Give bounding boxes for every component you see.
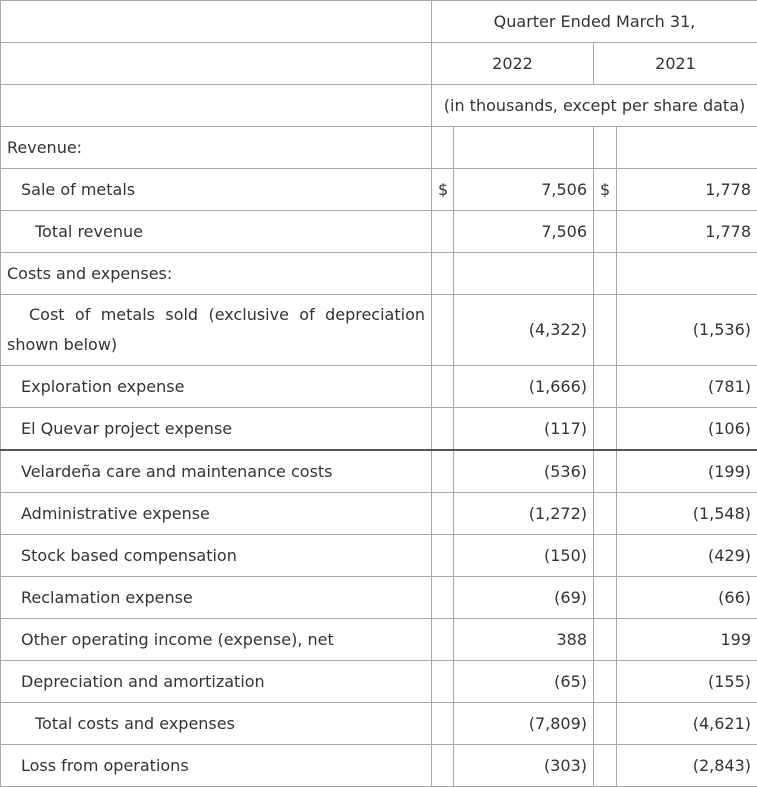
currency-symbol	[432, 535, 454, 577]
row-label: El Quevar project expense	[1, 408, 432, 451]
value-2022: (65)	[454, 661, 594, 703]
row-label: Revenue:	[1, 127, 432, 169]
value-2021: 1,778	[617, 211, 757, 253]
header-blank-cell	[1, 85, 432, 127]
header-blank-cell	[1, 43, 432, 85]
currency-symbol	[594, 127, 617, 169]
currency-symbol	[594, 577, 617, 619]
table-row	[1, 211, 757, 253]
header-period-row	[1, 1, 757, 43]
year-2021-heading: 2021	[594, 43, 757, 85]
value-2022: (1,272)	[454, 493, 594, 535]
table-row	[1, 493, 757, 535]
value-2021: (4,621)	[617, 703, 757, 745]
currency-symbol	[432, 661, 454, 703]
value-2021: (2,843)	[617, 745, 757, 787]
table-row	[1, 619, 757, 661]
value-2021: (429)	[617, 535, 757, 577]
table-row	[1, 127, 757, 169]
value-2022: 388	[454, 619, 594, 661]
value-2021	[617, 127, 757, 169]
table-row	[1, 253, 757, 295]
currency-symbol	[432, 745, 454, 787]
currency-symbol	[432, 295, 454, 366]
table-row	[1, 295, 757, 366]
value-2022: 7,506	[454, 169, 594, 211]
value-2021: (155)	[617, 661, 757, 703]
currency-symbol	[594, 493, 617, 535]
row-label: Cost of metals sold (exclusive of depreciation shown below)	[1, 295, 432, 366]
value-2021: (781)	[617, 366, 757, 408]
currency-symbol	[594, 619, 617, 661]
value-2022: (150)	[454, 535, 594, 577]
currency-symbol	[594, 535, 617, 577]
value-2022: (4,322)	[454, 295, 594, 366]
currency-symbol	[432, 577, 454, 619]
header-units-row	[1, 85, 757, 127]
currency-symbol	[432, 703, 454, 745]
currency-symbol	[432, 366, 454, 408]
currency-symbol	[594, 408, 617, 451]
period-heading: Quarter Ended March 31,	[432, 1, 757, 43]
units-note: (in thousands, except per share data)	[432, 85, 757, 127]
currency-symbol	[432, 408, 454, 451]
header-year-row	[1, 43, 757, 85]
table-row	[1, 408, 757, 451]
row-label: Exploration expense	[1, 366, 432, 408]
currency-symbol: $	[432, 169, 454, 211]
row-label: Stock based compensation	[1, 535, 432, 577]
row-label: Other operating income (expense), net	[1, 619, 432, 661]
row-label: Loss from operations	[1, 745, 432, 787]
value-2021: 199	[617, 619, 757, 661]
row-label: Velardeña care and maintenance costs	[1, 450, 432, 493]
value-2021: (106)	[617, 408, 757, 451]
currency-symbol	[432, 253, 454, 295]
value-2022	[454, 253, 594, 295]
value-2022: 7,506	[454, 211, 594, 253]
currency-symbol	[432, 450, 454, 493]
currency-symbol: $	[594, 169, 617, 211]
currency-symbol	[432, 211, 454, 253]
value-2022: (117)	[454, 408, 594, 451]
value-2021	[617, 253, 757, 295]
currency-symbol	[594, 450, 617, 493]
row-label: Reclamation expense	[1, 577, 432, 619]
currency-symbol	[594, 295, 617, 366]
value-2022	[454, 127, 594, 169]
currency-symbol	[594, 661, 617, 703]
table-row	[1, 169, 757, 211]
value-2021: (66)	[617, 577, 757, 619]
currency-symbol	[594, 745, 617, 787]
table-row	[1, 577, 757, 619]
row-label: Administrative expense	[1, 493, 432, 535]
table-row	[1, 745, 757, 787]
currency-symbol	[594, 703, 617, 745]
row-label: Total revenue	[1, 211, 432, 253]
table-row	[1, 366, 757, 408]
table-row	[1, 535, 757, 577]
row-label: Total costs and expenses	[1, 703, 432, 745]
value-2021: (199)	[617, 450, 757, 493]
currency-symbol	[594, 211, 617, 253]
row-label: Costs and expenses:	[1, 253, 432, 295]
year-2022-heading: 2022	[432, 43, 594, 85]
value-2022: (303)	[454, 745, 594, 787]
currency-symbol	[432, 493, 454, 535]
table-row	[1, 703, 757, 745]
value-2021: (1,548)	[617, 493, 757, 535]
value-2022: (69)	[454, 577, 594, 619]
currency-symbol	[432, 127, 454, 169]
value-2022: (536)	[454, 450, 594, 493]
row-label: Sale of metals	[1, 169, 432, 211]
header-blank-cell	[1, 1, 432, 43]
value-2022: (7,809)	[454, 703, 594, 745]
row-label: Depreciation and amortization	[1, 661, 432, 703]
value-2021: 1,778	[617, 169, 757, 211]
currency-symbol	[594, 253, 617, 295]
value-2022: (1,666)	[454, 366, 594, 408]
table-row	[1, 450, 757, 493]
currency-symbol	[594, 366, 617, 408]
currency-symbol	[432, 619, 454, 661]
table-row	[1, 661, 757, 703]
value-2021: (1,536)	[617, 295, 757, 366]
